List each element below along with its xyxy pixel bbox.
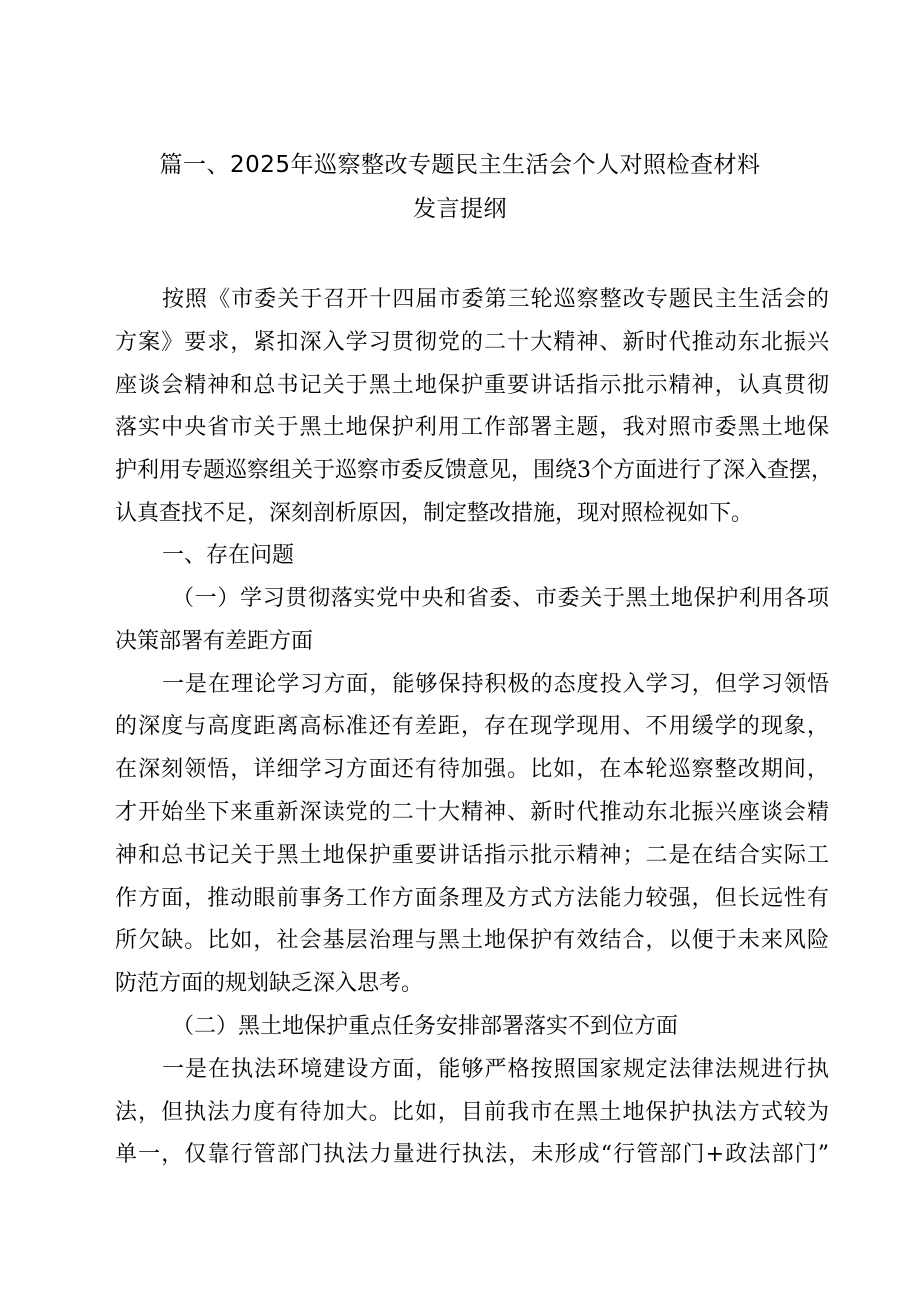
intro-line: 护利用专题巡察组关于巡察市委反馈意见，围绕3个方面进行了深入查摆，	[115, 458, 833, 483]
intro-line: 认真查找不足，深刻剖析原因，制定整改措施，现对照检视如下。	[115, 501, 754, 526]
body-line: 一是在执法环境建设方面，能够严格按照国家规定法律法规进行执	[162, 1057, 829, 1082]
body-line: 所欠缺。比如，社会基层治理与黑土地保护有效结合，以便于未来风险	[115, 928, 829, 953]
intro-line: 落实中央省市关于黑土地保护利用工作部署主题，我对照市委黑土地保	[115, 415, 829, 440]
body-line: 在深刻领悟，详细学习方面还有待加强。比如，在本轮巡察整改期间，	[115, 757, 829, 782]
intro-line: 方案》要求，紧扣深入学习贯彻党的二十大精神、新时代推动东北振兴	[115, 330, 829, 355]
body-line: 防范方面的规划缺乏深入思考。	[115, 971, 424, 996]
body-line: 单一，仅靠行管部门执法力量进行执法，未形成“行管部门+政法部门”	[115, 1142, 829, 1167]
body-line: 神和总书记关于黑土地保护重要讲话指示批示精神；二是在结合实际工	[115, 843, 829, 868]
body-line: 的深度与高度距离高标准还有差距，存在现学现用、不用缓学的现象，	[115, 714, 829, 739]
subheading-line: 决策部署有差距方面	[115, 629, 314, 654]
body-line: 法，但执法力度有待加大。比如，目前我市在黑土地保护执法方式较为	[115, 1100, 829, 1125]
doc-title-line-2: 发言提纲	[413, 196, 507, 222]
doc-title-line-1: 篇一、2025年巡察整改专题民主生活会个人对照检查材料	[159, 152, 761, 178]
body-line: 作方面，推动眼前事务工作方面条理及方式方法能力较强，但长远性有	[115, 886, 829, 911]
subheading-line: （二）黑土地保护重点任务安排部署落实不到位方面	[172, 1014, 679, 1039]
intro-line: 座谈会精神和总书记关于黑土地保护重要讲话指示批示精神，认真贯彻	[115, 373, 829, 398]
subheading-line: （一）学习贯彻落实党中央和省委、市委关于黑土地保护利用各项	[172, 586, 829, 611]
body-line: 一是在理论学习方面，能够保持积极的态度投入学习，但学习领悟	[162, 672, 829, 697]
intro-line: 按照《市委关于召开十四届市委第三轮巡察整改专题民主生活会的	[162, 287, 829, 312]
section-heading: 一、存在问题	[162, 543, 295, 568]
body-line: 才开始坐下来重新深读党的二十大精神、新时代推动东北振兴座谈会精	[115, 800, 829, 825]
